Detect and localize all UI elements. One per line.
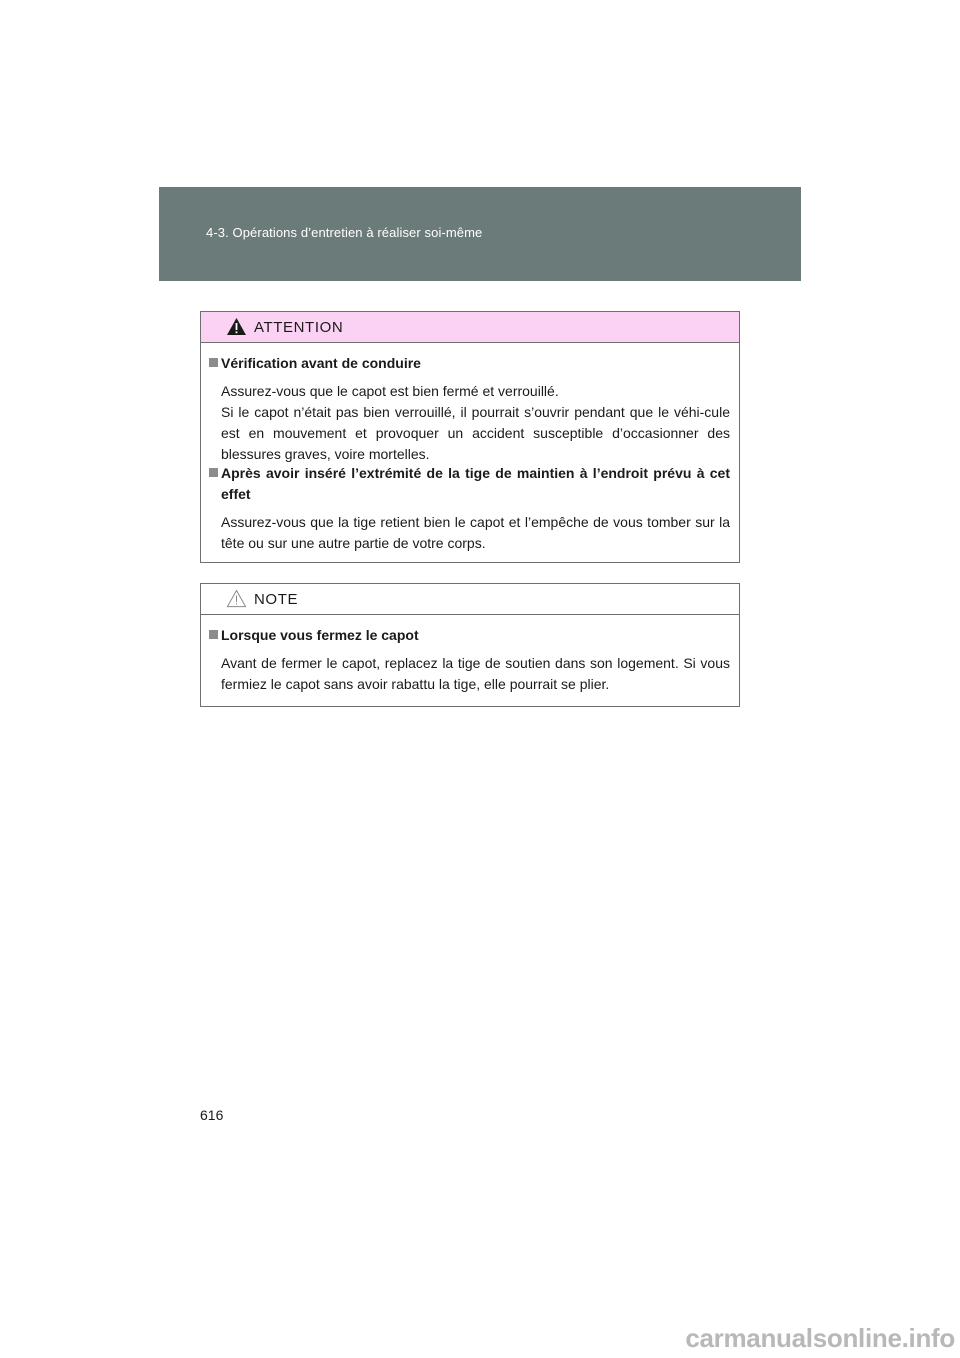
note-item-1 [209, 625, 730, 695]
paragraph: Si le capot n’était pas bien verrouillé, il pourrait s’ouvrir pendant que le véhi-cule est en mouvement et provoquer un accident susceptible d’occasionner des blessures graves, voire mortelles. [221, 404, 730, 462]
section-title: 4-3. Opérations d’entretien à réaliser soi-même [206, 225, 483, 240]
note-box [200, 583, 740, 707]
bullet-square-icon [209, 358, 218, 367]
warning-triangle-outline-icon [226, 589, 247, 608]
note-header [201, 584, 739, 615]
attention-item-2 [209, 463, 730, 554]
section-header-band [159, 187, 801, 281]
warning-triangle-filled-icon [226, 317, 247, 336]
item-body [209, 653, 730, 695]
paragraph: Assurez-vous que la tige retient bien le capot et l’empêche de vous tomber sur la tête ou sur une autre partie de votre corps. [221, 514, 730, 551]
bullet-square-icon [209, 630, 218, 639]
page-number: 616 [200, 1107, 224, 1123]
attention-box [200, 311, 740, 563]
watermark: carmanualsonline.info [685, 1323, 955, 1353]
paragraph: Avant de fermer le capot, replacez la tige de soutien dans son logement. Si vous fermiez le capot sans avoir rabattu la tige, elle pourrait se plier. [221, 655, 730, 692]
item-body [209, 381, 730, 465]
bullet-square-icon [209, 468, 218, 477]
attention-title: ATTENTION [254, 319, 344, 336]
item-heading: Après avoir inséré l’extrémité de la tige de maintien à l’endroit prévu à cet effet [209, 463, 730, 505]
note-title: NOTE [254, 591, 299, 608]
item-body [209, 512, 730, 554]
item-heading: Lorsque vous fermez le capot [209, 625, 730, 646]
attention-header [201, 312, 739, 343]
item-heading: Vérification avant de conduire [209, 353, 730, 374]
attention-item-1 [209, 353, 730, 465]
paragraph: Assurez-vous que le capot est bien fermé et verrouillé. [221, 383, 559, 399]
